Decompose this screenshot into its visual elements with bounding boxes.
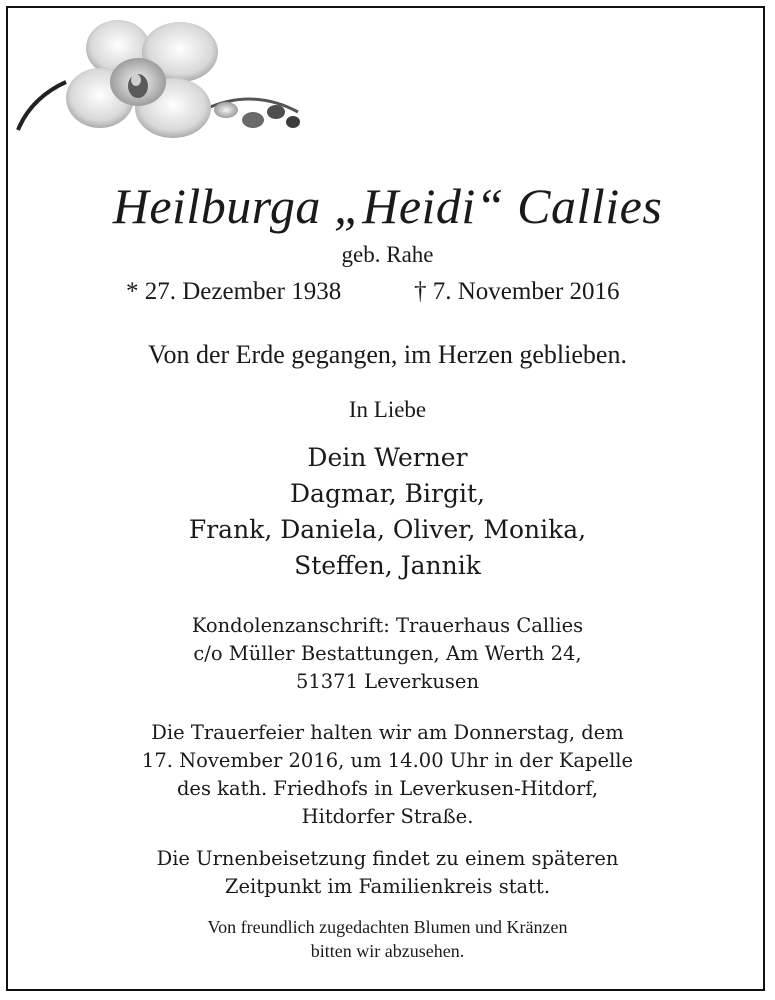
funeral-line: Die Trauerfeier halten wir am Donnerstag, dem	[151, 721, 624, 744]
mourner-line: Steffen, Jannik	[294, 551, 481, 580]
mourner-line: Dein Werner	[307, 443, 468, 472]
urn-line: Zeitpunkt im Familienkreis statt.	[224, 875, 551, 898]
address-line: c/o Müller Bestattungen, Am Werth 24,	[193, 642, 582, 665]
motto: Von der Erde gegangen, im Herzen geblieben.	[148, 340, 627, 369]
address-line: Kondolenzanschrift: Trauerhaus Callies	[191, 614, 584, 637]
in-love-heading: In Liebe	[348, 397, 427, 422]
birth-name: geb. Rahe	[341, 242, 434, 267]
urn-burial-notice	[0, 845, 775, 901]
address-line: 51371 Leverkusen	[295, 670, 480, 693]
orchid-image	[8, 20, 308, 140]
birth-date: * 27. Dezember 1938	[126, 278, 342, 305]
funeral-line: 17. November 2016, um 14.00 Uhr in der Kapelle	[141, 749, 634, 772]
death-date: † 7. November 2016	[414, 278, 620, 305]
flowers-note	[0, 915, 775, 963]
mourners-list	[0, 440, 775, 584]
mourner-line: Dagmar, Birgit,	[290, 479, 485, 508]
deceased-name: Heilburga „Heidi“ Callies	[112, 178, 663, 234]
flowers-line: bitten wir abzusehen.	[310, 941, 465, 961]
funeral-notice	[0, 719, 775, 831]
condolence-address	[0, 612, 775, 696]
funeral-line: Hitdorfer Straße.	[301, 805, 474, 828]
mourner-line: Frank, Daniela, Oliver, Monika,	[188, 515, 587, 544]
flowers-line: Von freundlich zugedachten Blumen und Kränzen	[207, 917, 568, 937]
funeral-line: des kath. Friedhofs in Leverkusen-Hitdorf,	[176, 777, 599, 800]
urn-line: Die Urnenbeisetzung findet zu einem späteren	[156, 847, 619, 870]
